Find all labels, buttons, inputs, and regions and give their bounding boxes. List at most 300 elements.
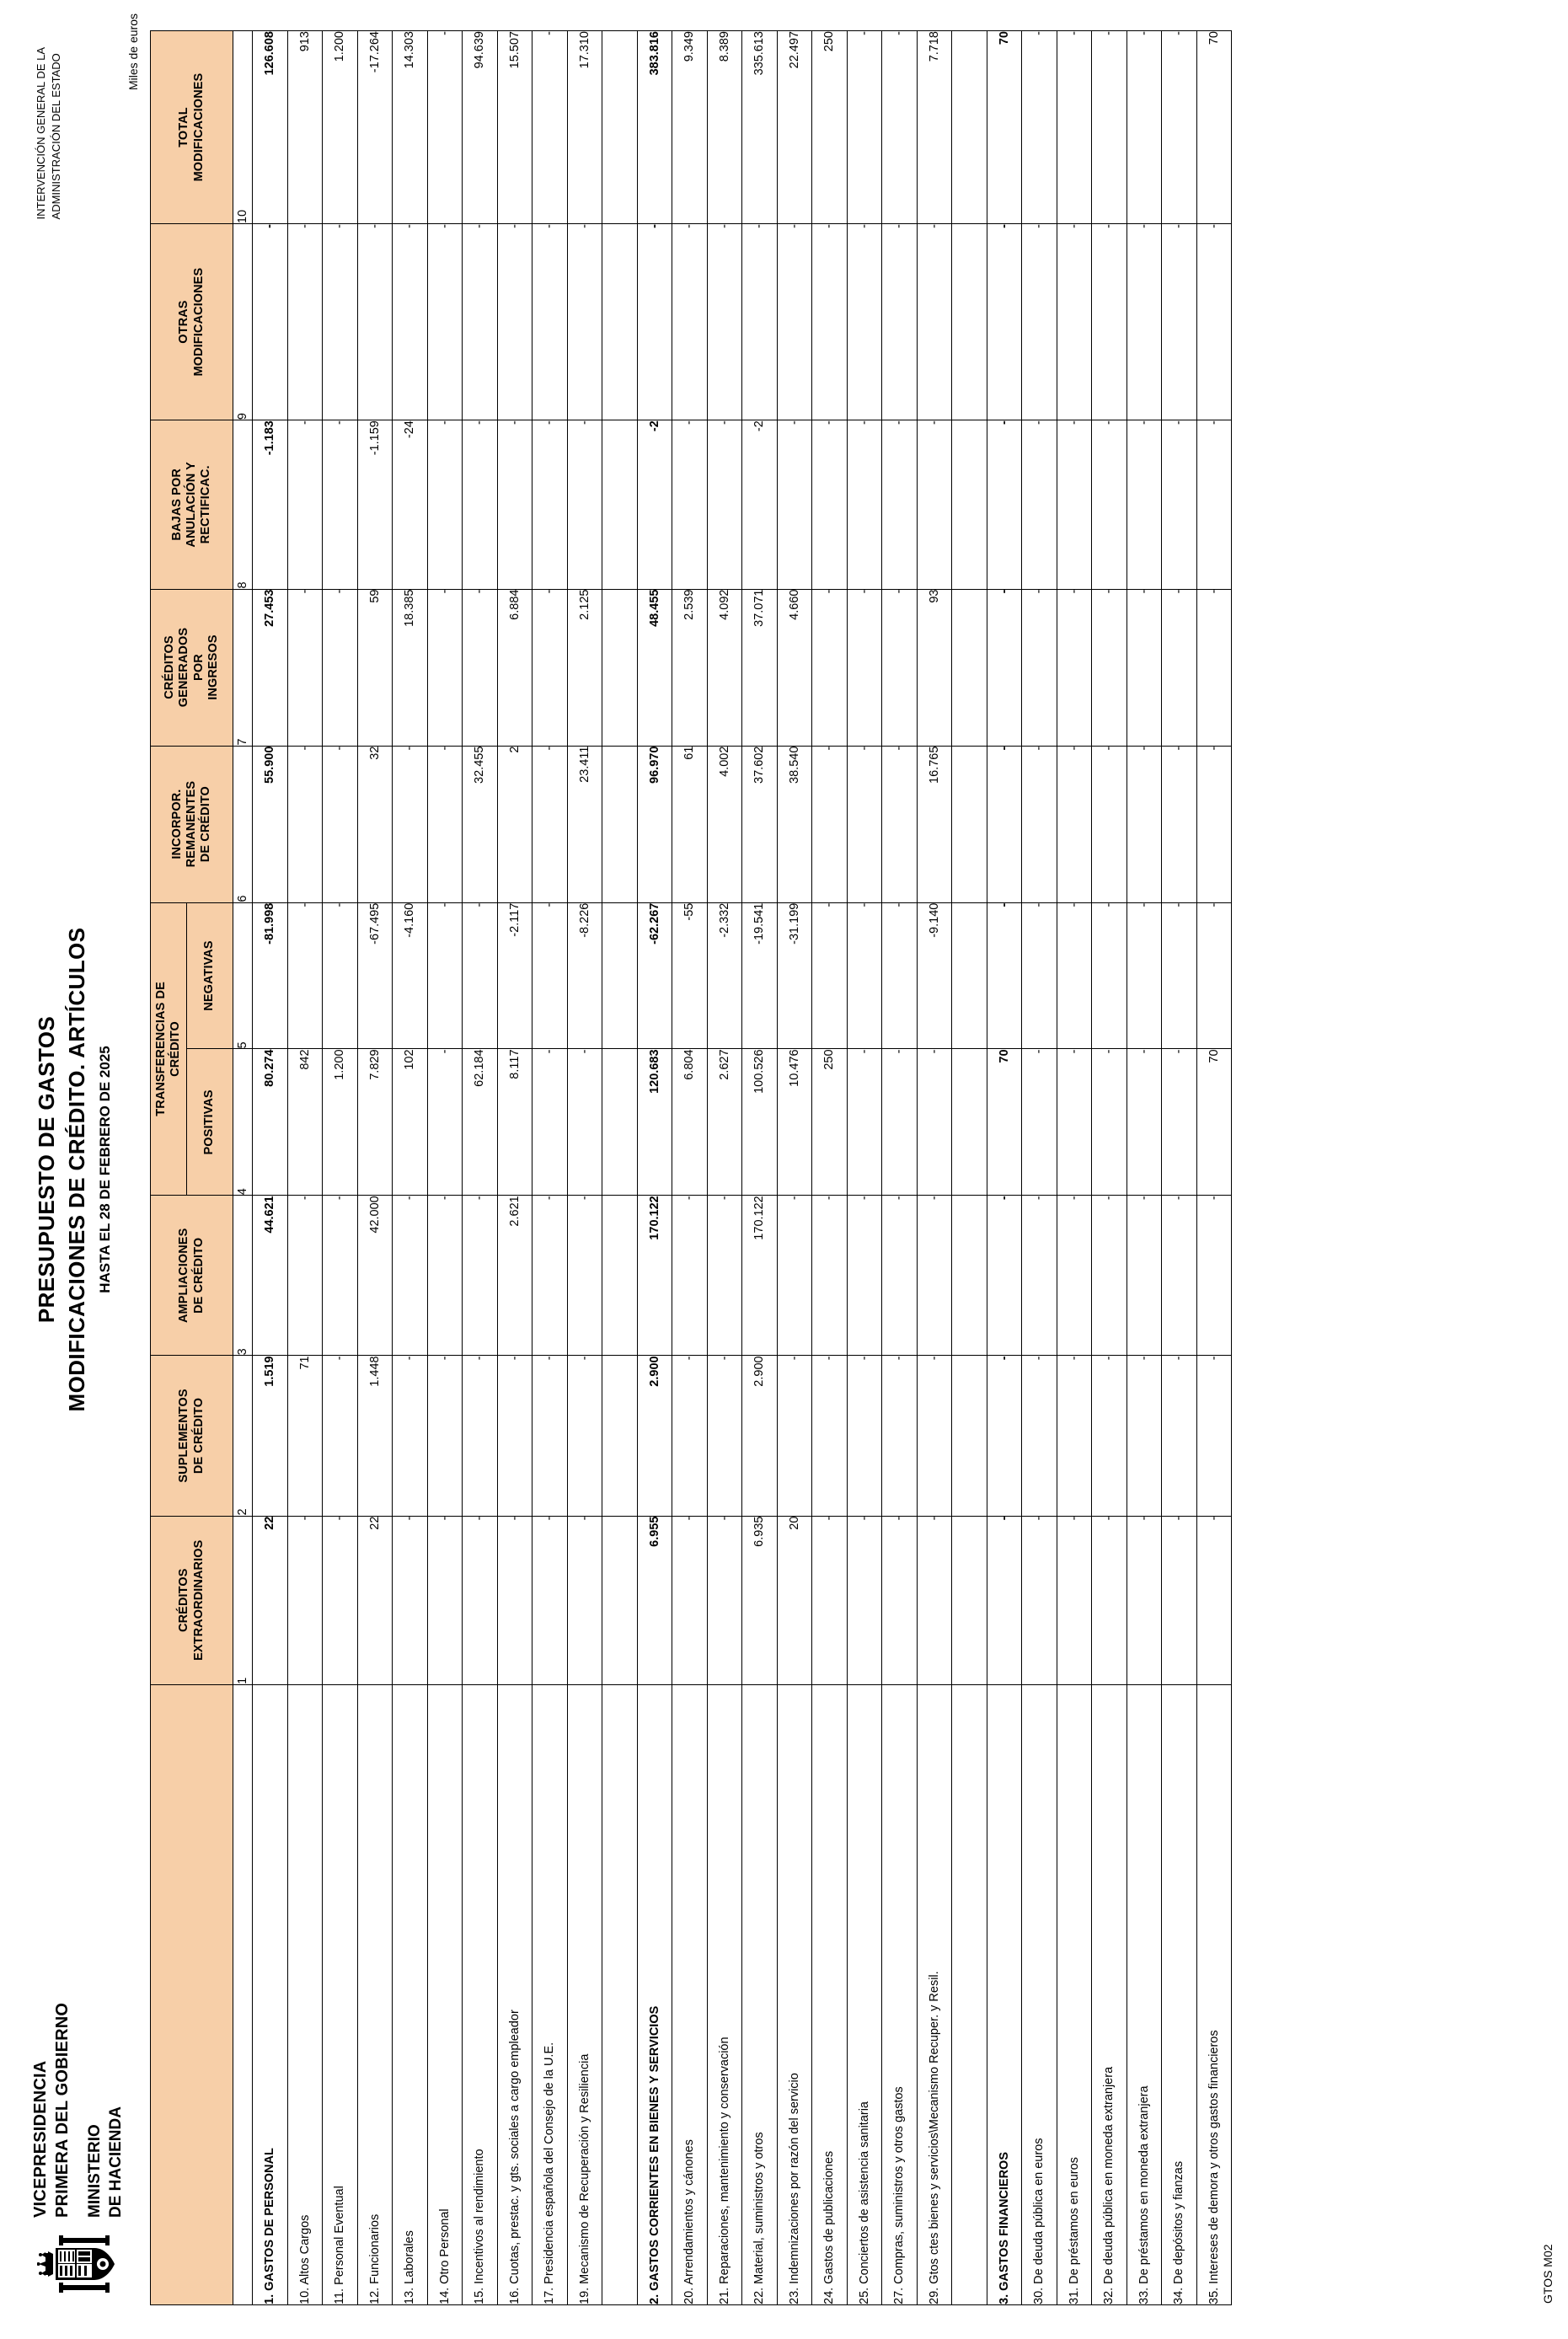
row-value-1: - <box>323 1516 358 1684</box>
row-value-9: - <box>287 224 323 420</box>
row-concept: 30. De deuda pública en euros <box>1022 1684 1057 2304</box>
column-number-3: 3 <box>233 1196 253 1356</box>
row-value-10: - <box>1092 31 1127 224</box>
row-value-6: 4.002 <box>707 746 742 902</box>
row-value-9 <box>602 224 638 420</box>
column-number-1: 1 <box>233 1516 253 1684</box>
row-concept: 23. Indemnizaciones por razón del servicio <box>777 1684 812 2304</box>
row-value-1: - <box>1057 1516 1092 1684</box>
table-row <box>393 31 428 2305</box>
row-value-3: - <box>1092 1196 1127 1356</box>
row-value-2: - <box>777 1356 812 1516</box>
row-value-9: - <box>812 224 848 420</box>
column-number-7: 7 <box>233 589 253 746</box>
row-value-4: 62.184 <box>463 1049 498 1196</box>
row-value-6: - <box>1057 746 1092 902</box>
row-value-8: - <box>672 420 708 589</box>
row-value-5: - <box>287 902 323 1049</box>
row-value-9: - <box>672 224 708 420</box>
row-value-6: 2 <box>497 746 532 902</box>
row-value-8: - <box>777 420 812 589</box>
row-concept: 3. GASTOS FINANCIEROS <box>987 1684 1022 2304</box>
row-concept: 10. Altos Cargos <box>287 1684 323 2304</box>
row-value-2: 2.900 <box>637 1356 672 1516</box>
table-row <box>287 31 323 2305</box>
row-value-8: - <box>1126 420 1162 589</box>
row-concept: 17. Presidencia española del Consejo de la U.E. <box>532 1684 568 2304</box>
row-value-5: - <box>987 902 1022 1049</box>
row-concept: 14. Otro Personal <box>427 1684 463 2304</box>
row-value-2: - <box>1092 1356 1127 1516</box>
row-value-6: 32.455 <box>463 746 498 902</box>
row-value-4: 2.627 <box>707 1049 742 1196</box>
row-value-1: - <box>812 1516 848 1684</box>
row-value-2: - <box>497 1356 532 1516</box>
row-value-5: - <box>1196 902 1232 1049</box>
row-value-6: - <box>1196 746 1232 902</box>
row-value-4: 70 <box>987 1049 1022 1196</box>
row-value-7: - <box>1196 589 1232 746</box>
row-value-2: 1.448 <box>357 1356 393 1516</box>
row-value-6: - <box>1092 746 1127 902</box>
org-vicepresidencia: VICEPRESIDENCIA <box>31 2060 50 2218</box>
row-value-7 <box>602 589 638 746</box>
row-value-7 <box>952 589 987 746</box>
row-value-8: - <box>882 420 918 589</box>
row-concept: 13. Laborales <box>393 1684 428 2304</box>
row-value-4: 70 <box>1196 1049 1232 1196</box>
row-value-3: - <box>287 1196 323 1356</box>
row-value-5: - <box>882 902 918 1049</box>
column-number-concept <box>233 1684 253 2304</box>
row-value-2: - <box>1126 1356 1162 1516</box>
row-value-6: - <box>393 746 428 902</box>
units-label: Miles de euros <box>126 13 140 91</box>
row-value-5: - <box>532 902 568 1049</box>
row-value-5: -2.117 <box>497 902 532 1049</box>
row-value-7: - <box>1057 589 1092 746</box>
title-line-3: HASTA EL 28 DE FEBRERO DE 2025 <box>97 1046 113 1293</box>
row-value-6: 61 <box>672 746 708 902</box>
row-concept: 15. Incentivos al rendimiento <box>463 1684 498 2304</box>
row-value-8 <box>602 420 638 589</box>
column-number-6: 6 <box>233 746 253 902</box>
row-concept: 24. Gastos de publicaciones <box>812 1684 848 2304</box>
table-row <box>812 31 848 2305</box>
row-value-10: 383.816 <box>637 31 672 224</box>
row-value-1 <box>952 1516 987 1684</box>
row-value-7: - <box>427 589 463 746</box>
row-value-6: - <box>987 746 1022 902</box>
row-value-10: 1.200 <box>323 31 358 224</box>
row-value-5: -2.332 <box>707 902 742 1049</box>
row-value-2: - <box>1196 1356 1232 1516</box>
table-row <box>777 31 812 2305</box>
row-value-8: - <box>463 420 498 589</box>
page-title <box>34 34 114 2305</box>
row-value-9: - <box>1126 224 1162 420</box>
row-concept: 25. Conciertos de asistencia sanitaria <box>847 1684 882 2304</box>
row-value-1: - <box>532 1516 568 1684</box>
row-value-5 <box>602 902 638 1049</box>
row-value-8: - <box>532 420 568 589</box>
row-value-7: - <box>1092 589 1127 746</box>
row-value-7: 4.660 <box>777 589 812 746</box>
row-value-2 <box>602 1356 638 1516</box>
row-value-4: - <box>567 1049 602 1196</box>
row-value-8: - <box>567 420 602 589</box>
row-value-5: - <box>1162 902 1197 1049</box>
row-value-7: - <box>1126 589 1162 746</box>
row-value-10: - <box>882 31 918 224</box>
row-value-8: - <box>847 420 882 589</box>
row-value-2: - <box>393 1356 428 1516</box>
document-header <box>29 34 147 2305</box>
row-value-1: - <box>463 1516 498 1684</box>
title-line-2: MODIFICACIONES DE CRÉDITO. ARTÍCULOS <box>64 927 89 1412</box>
row-value-2: - <box>707 1356 742 1516</box>
row-value-3: - <box>987 1196 1022 1356</box>
row-value-8: -24 <box>393 420 428 589</box>
row-value-10: 913 <box>287 31 323 224</box>
row-value-2: 2.900 <box>742 1356 778 1516</box>
row-value-10: 335.613 <box>742 31 778 224</box>
row-value-4: 250 <box>812 1049 848 1196</box>
row-value-8 <box>952 420 987 589</box>
row-value-5 <box>952 902 987 1049</box>
row-value-6: 55.900 <box>253 746 288 902</box>
row-value-7: - <box>812 589 848 746</box>
row-value-5: -67.495 <box>357 902 393 1049</box>
table-row <box>497 31 532 2305</box>
row-concept: 32. De deuda pública en moneda extranjera <box>1092 1684 1127 2304</box>
row-value-4: - <box>1057 1049 1092 1196</box>
row-value-7: 27.453 <box>253 589 288 746</box>
row-value-6: 16.765 <box>917 746 952 902</box>
row-value-3: 42.000 <box>357 1196 393 1356</box>
row-value-7: - <box>323 589 358 746</box>
row-value-9 <box>952 224 987 420</box>
row-value-10: 70 <box>1196 31 1232 224</box>
row-value-5: - <box>427 902 463 1049</box>
row-value-7: 2.125 <box>567 589 602 746</box>
org-vicepresidencia-2: PRIMERA DEL GOBIERNO <box>52 2002 72 2218</box>
row-value-10 <box>952 31 987 224</box>
row-concept: 11. Personal Eventual <box>323 1684 358 2304</box>
row-value-5: - <box>1126 902 1162 1049</box>
row-value-5: - <box>1057 902 1092 1049</box>
row-value-7: - <box>882 589 918 746</box>
row-value-7: 59 <box>357 589 393 746</box>
row-value-6: 38.540 <box>777 746 812 902</box>
row-value-5: - <box>1092 902 1127 1049</box>
row-value-4: 10.476 <box>777 1049 812 1196</box>
row-concept: 29. Gtos ctes bienes y servicios\Mecanismo Recuper. y Resil. <box>917 1684 952 2304</box>
header-creditos-generados: CRÉDITOS GENERADOS POR INGRESOS <box>151 589 233 746</box>
header-otras-modificaciones: OTRAS MODIFICACIONES <box>151 224 233 420</box>
title-line-1: PRESUPUESTO DE GASTOS <box>34 1015 59 1324</box>
header-ampliaciones-credito: AMPLIACIONES DE CRÉDITO <box>151 1196 233 1356</box>
row-value-4: 102 <box>393 1049 428 1196</box>
row-value-3: - <box>427 1196 463 1356</box>
row-concept <box>952 1684 987 2304</box>
table-body <box>233 31 1232 2305</box>
row-concept: 2. GASTOS CORRIENTES EN BIENES Y SERVICIOS <box>637 1684 672 2304</box>
table-row <box>1196 31 1232 2305</box>
row-value-4: 842 <box>287 1049 323 1196</box>
row-value-10: 250 <box>812 31 848 224</box>
row-value-7: 4.092 <box>707 589 742 746</box>
row-value-2: - <box>812 1356 848 1516</box>
row-value-8: -1.183 <box>253 420 288 589</box>
row-value-2: 71 <box>287 1356 323 1516</box>
row-value-6: - <box>287 746 323 902</box>
row-value-6: - <box>882 746 918 902</box>
row-value-3: - <box>1126 1196 1162 1356</box>
row-value-9: - <box>253 224 288 420</box>
row-value-2: - <box>1057 1356 1092 1516</box>
row-value-4: - <box>1092 1049 1127 1196</box>
row-value-9: - <box>777 224 812 420</box>
row-value-4: 80.274 <box>253 1049 288 1196</box>
row-value-3: - <box>463 1196 498 1356</box>
row-value-6: - <box>1126 746 1162 902</box>
row-value-3: - <box>532 1196 568 1356</box>
row-value-4: 8.117 <box>497 1049 532 1196</box>
row-value-10: 15.507 <box>497 31 532 224</box>
row-value-10: - <box>1022 31 1057 224</box>
modifications-table-wrapper <box>150 30 1232 2305</box>
header-bajas-anulacion: BAJAS POR ANULACIÓN Y RECTIFICAC. <box>151 420 233 589</box>
modifications-table <box>150 30 1232 2305</box>
row-value-1: - <box>917 1516 952 1684</box>
table-row <box>1162 31 1197 2305</box>
row-value-8: - <box>427 420 463 589</box>
row-value-10: -17.264 <box>357 31 393 224</box>
row-value-8: -2 <box>637 420 672 589</box>
row-concept: 21. Reparaciones, mantenimiento y conservación <box>707 1684 742 2304</box>
row-concept: 12. Funcionarios <box>357 1684 393 2304</box>
row-value-6: - <box>532 746 568 902</box>
table-row <box>742 31 778 2305</box>
table-row <box>882 31 918 2305</box>
table-row <box>637 31 672 2305</box>
header-suplementos-credito: SUPLEMENTOS DE CRÉDITO <box>151 1356 233 1516</box>
table-row <box>1126 31 1162 2305</box>
row-value-6: - <box>847 746 882 902</box>
row-value-10: 9.349 <box>672 31 708 224</box>
row-value-8: -2 <box>742 420 778 589</box>
row-value-2: - <box>987 1356 1022 1516</box>
row-value-9: - <box>1092 224 1127 420</box>
row-value-2: - <box>323 1356 358 1516</box>
row-value-10: 126.608 <box>253 31 288 224</box>
row-value-9: - <box>1196 224 1232 420</box>
row-value-3: - <box>882 1196 918 1356</box>
table-row <box>427 31 463 2305</box>
row-value-4: 7.829 <box>357 1049 393 1196</box>
row-value-10: - <box>532 31 568 224</box>
row-value-9: - <box>1022 224 1057 420</box>
row-value-8: - <box>1057 420 1092 589</box>
row-value-6: - <box>1022 746 1057 902</box>
row-value-8: - <box>1196 420 1232 589</box>
org-ministerio-2: DE HACIENDA <box>106 2106 125 2218</box>
row-value-1: 20 <box>777 1516 812 1684</box>
row-value-1: - <box>1196 1516 1232 1684</box>
row-value-5: - <box>323 902 358 1049</box>
row-value-2: - <box>917 1356 952 1516</box>
row-value-4 <box>602 1049 638 1196</box>
row-value-2: - <box>672 1356 708 1516</box>
row-value-6: - <box>812 746 848 902</box>
column-number-4: 4 <box>233 1049 253 1196</box>
row-value-10: 14.303 <box>393 31 428 224</box>
row-value-8: - <box>1022 420 1057 589</box>
row-value-5: - <box>847 902 882 1049</box>
row-concept: 16. Cuotas, prestac. y gts. sociales a cargo empleador <box>497 1684 532 2304</box>
row-value-10: - <box>1162 31 1197 224</box>
row-value-8: - <box>323 420 358 589</box>
row-concept <box>602 1684 638 2304</box>
table-row <box>987 31 1022 2305</box>
row-value-6: 37.602 <box>742 746 778 902</box>
row-value-1: - <box>1092 1516 1127 1684</box>
row-value-2: - <box>532 1356 568 1516</box>
row-value-7: - <box>847 589 882 746</box>
row-value-8: - <box>707 420 742 589</box>
row-value-3: 170.122 <box>637 1196 672 1356</box>
table-row <box>1092 31 1127 2305</box>
row-value-1: - <box>427 1516 463 1684</box>
header-transferencias-credito: TRANSFERENCIAS DE CRÉDITO <box>151 902 187 1196</box>
row-value-6: 96.970 <box>637 746 672 902</box>
row-value-7: 18.385 <box>393 589 428 746</box>
row-value-1: - <box>987 1516 1022 1684</box>
row-value-3: - <box>672 1196 708 1356</box>
row-value-3 <box>952 1196 987 1356</box>
row-concept: 31. De préstamos en euros <box>1057 1684 1092 2304</box>
row-value-7: - <box>287 589 323 746</box>
row-value-10: 94.639 <box>463 31 498 224</box>
row-value-4: 6.804 <box>672 1049 708 1196</box>
row-value-4: - <box>1126 1049 1162 1196</box>
row-value-4: 1.200 <box>323 1049 358 1196</box>
row-value-8: - <box>987 420 1022 589</box>
row-value-4: 100.526 <box>742 1049 778 1196</box>
row-value-9: - <box>567 224 602 420</box>
row-value-6: - <box>1162 746 1197 902</box>
org-ministerio: MINISTERIO <box>86 2124 104 2218</box>
row-value-10: - <box>847 31 882 224</box>
row-value-1: - <box>287 1516 323 1684</box>
row-value-2 <box>952 1356 987 1516</box>
row-value-9: - <box>463 224 498 420</box>
row-value-5: -55 <box>672 902 708 1049</box>
row-value-1 <box>602 1516 638 1684</box>
row-value-3: - <box>812 1196 848 1356</box>
row-value-5: -62.267 <box>637 902 672 1049</box>
row-value-10: 22.497 <box>777 31 812 224</box>
row-value-2: - <box>847 1356 882 1516</box>
row-value-9: - <box>847 224 882 420</box>
row-value-1: - <box>882 1516 918 1684</box>
row-value-9: - <box>393 224 428 420</box>
row-value-1: - <box>707 1516 742 1684</box>
row-value-1: - <box>1126 1516 1162 1684</box>
row-concept: 20. Arrendamientos y cánones <box>672 1684 708 2304</box>
row-value-10 <box>602 31 638 224</box>
row-value-4 <box>952 1049 987 1196</box>
row-value-1: - <box>1162 1516 1197 1684</box>
row-value-3: - <box>847 1196 882 1356</box>
row-value-8: - <box>917 420 952 589</box>
row-value-5: - <box>463 902 498 1049</box>
row-value-1: 22 <box>357 1516 393 1684</box>
row-value-9: - <box>742 224 778 420</box>
table-row <box>567 31 602 2305</box>
row-value-9: - <box>532 224 568 420</box>
row-value-2: - <box>1162 1356 1197 1516</box>
row-value-8: - <box>1092 420 1127 589</box>
row-value-4: 120.683 <box>637 1049 672 1196</box>
row-value-7: 93 <box>917 589 952 746</box>
row-value-4: - <box>882 1049 918 1196</box>
row-concept: 22. Material, suministros y otros <box>742 1684 778 2304</box>
row-value-10: - <box>1057 31 1092 224</box>
row-value-4: - <box>917 1049 952 1196</box>
table-row <box>463 31 498 2305</box>
row-value-9: - <box>427 224 463 420</box>
row-value-2: - <box>1022 1356 1057 1516</box>
row-value-10: - <box>1126 31 1162 224</box>
row-concept: 33. De préstamos en moneda extranjera <box>1126 1684 1162 2304</box>
row-value-3 <box>602 1196 638 1356</box>
row-value-7: 48.455 <box>637 589 672 746</box>
row-value-4: - <box>427 1049 463 1196</box>
row-concept: 1. GASTOS DE PERSONAL <box>253 1684 288 2304</box>
row-value-4: - <box>847 1049 882 1196</box>
column-number-9: 9 <box>233 224 253 420</box>
row-value-9: - <box>882 224 918 420</box>
row-value-8: - <box>1162 420 1197 589</box>
row-value-9: - <box>323 224 358 420</box>
row-concept: 27. Compras, suministros y otros gastos <box>882 1684 918 2304</box>
row-value-1: - <box>497 1516 532 1684</box>
table-row <box>1022 31 1057 2305</box>
row-value-7: - <box>1022 589 1057 746</box>
row-value-5: -4.160 <box>393 902 428 1049</box>
row-value-3: 2.621 <box>497 1196 532 1356</box>
row-value-10: 70 <box>987 31 1022 224</box>
row-concept: 34. De depósitos y fianzas <box>1162 1684 1197 2304</box>
row-value-8: - <box>812 420 848 589</box>
row-value-1: - <box>672 1516 708 1684</box>
row-value-7: - <box>463 589 498 746</box>
row-value-4: - <box>1162 1049 1197 1196</box>
column-number-8: 8 <box>233 420 253 589</box>
row-value-1: - <box>847 1516 882 1684</box>
row-value-6: 32 <box>357 746 393 902</box>
row-value-9: - <box>637 224 672 420</box>
row-value-8: - <box>497 420 532 589</box>
row-value-1: 6.935 <box>742 1516 778 1684</box>
row-value-3: - <box>1057 1196 1092 1356</box>
ig-line-2: ADMINISTRACIÓN DEL ESTADO <box>49 53 62 220</box>
column-number-5: 5 <box>233 902 253 1049</box>
row-value-3: - <box>567 1196 602 1356</box>
row-value-3: 170.122 <box>742 1196 778 1356</box>
